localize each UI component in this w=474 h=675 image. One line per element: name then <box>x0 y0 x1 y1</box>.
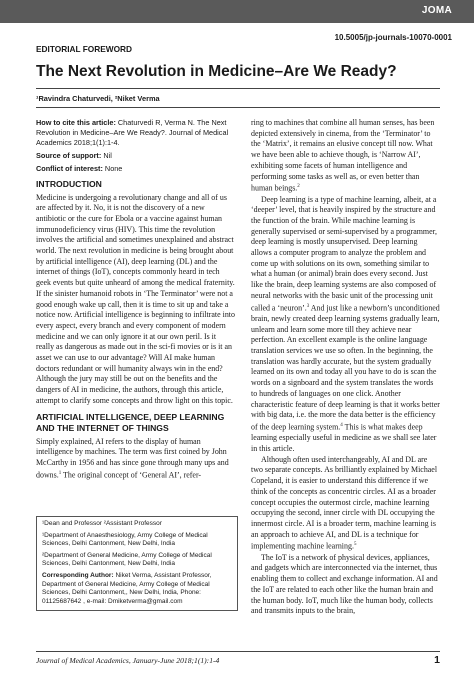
author-divider <box>36 107 440 108</box>
ai-text-cont: The original concept of ‘General AI’, refer- <box>61 470 202 480</box>
affiliation-box <box>36 516 238 611</box>
body-text: This is what makes deep learning especially useful in medicine as we shall see later in this article. <box>251 422 437 454</box>
title-divider <box>36 88 440 89</box>
right-column <box>251 118 440 617</box>
intro-paragraph: Medicine is undergoing a revolutionary change and all of us are affected by it. No, it is not the discovery of a new antibiotic or the cure for Ebola or a vaccine against human immunodeficiency virus (HIV). This time the revolution involves the artificial and sometimes unexplained and abstract world. The next revolution in medicine is being brought about by artificial intelligence (AI), deep learning (DL) and the internet of things (IoT), concepts commonly heard in tech geek events but quite unheard of among the medical fraternity. If the sinister humanoid robots in ‘The Terminator’ were not a good enough wake up call, then it is time to sit up and take a notice now. Artificial intelligence is beginning to infiltrate into every aspect, every branch and every component of modern medicine and we can only ignore it at our own peril. Is it really as dangerous as made out in the sci-fi movies or is it an asset we can use to our advantage? Will AI make human doctors redundant or will humanity always win in the end? Although the jury may still be out on the benefits and the dangers of AI in medicine, the authors, through this article, attempt to clarify some concepts and throw light on this topic. <box>36 192 235 405</box>
support-line <box>36 151 236 161</box>
journal-tag: JOMA <box>421 5 452 16</box>
doi[interactable]: 10.5005/jp-journals-10070-0001 <box>334 33 452 42</box>
left-column <box>36 118 236 481</box>
support-label: Source of support: <box>36 150 102 160</box>
corr-label: Corresponding Author: <box>42 571 114 579</box>
body-text: Deep learning is a type of machine learning, albeit, at a ‘deeper’ level, that is heavily inspired by the structure and the function of the brain. While machine learning is generally supervised or semi-supervised by a programmer, deep learning is mostly unsupervised. Deep learning allows a computer program to analyze the problem and come up with solutions on its own, something similar to what a human (or animal) brain does every second. Just like the brain, deep learning systems are also composed of neural networks with the basic unit of the processing unit called a ‘neuron’. <box>251 194 437 313</box>
citation-label: How to cite this article: <box>36 118 116 127</box>
article-title: The Next Revolution in Medicine–Are We Ready? <box>36 63 397 80</box>
support-text: Nil <box>103 150 112 160</box>
intro-heading: INTRODUCTION <box>36 178 102 189</box>
footer-divider <box>36 651 440 652</box>
conflict-line <box>36 164 236 174</box>
ai-text: Simply explained, AI refers to the display of human intelligence by machines. The term was first coined by John McCarthy in 1956 and has since gone through many ups and downs. <box>36 436 229 480</box>
author-roles: ¹Dean and Professor ²Assistant Professor <box>42 520 162 527</box>
page-number: 1 <box>434 654 440 666</box>
body-paragraph-2 <box>251 195 440 455</box>
body-paragraph-1 <box>251 118 440 195</box>
citation-ref: 3 <box>306 303 310 309</box>
body-paragraph-4: The IoT is a network of physical devices, appliances, and gadgets which are interconnected via the internet, thus enabling them to collect and exchange information. AI and the IoT are related to each other like the human brain and the human body. IoT, much like the human body, collects and transmits inputs to the brain, <box>251 552 438 616</box>
citation-ref: 5 <box>353 542 357 548</box>
corresponding-author <box>42 572 232 606</box>
footer-journal: Journal of Medical Academics, January-June 2018;1(1):1-4 <box>36 656 220 665</box>
citation-text: Chaturvedi R, Verma N. The Next Revolution in Medicine–Are We Ready?. Journal of Medical Academics 2018;1(1):1-4. <box>36 118 229 147</box>
affiliation-2: ²Department of General Medicine, Army College of Medical Sciences, Delhi Cantonment, New Delhi, India <box>42 551 212 568</box>
ai-section-heading: ARTIFICIAL INTELLIGENCE, DEEP LEARNING AND THE INTERNET OF THINGS <box>36 411 225 433</box>
ai-section-paragraph <box>36 437 236 481</box>
citation-block <box>36 118 236 148</box>
conflict-text: None <box>104 163 123 173</box>
body-text: And just like a newborn’s unconditioned brain, newly created deep learning systems gradually learn, unlearn and learn some more till they achieve near perfection. An excellent example is the online language translation services we use so often. In the beginning, the translation was hardly accurate, but the system gradually learned on its own and today all you have to do is scan the words on a signboard and the system translates the words to hundreds of languages on one click. Another characteristic feature of deep learning is that it works better with big data, i.e. the more the data better is the efficiency of the deep learning system. <box>251 303 440 432</box>
corr-text: Niket Verma, Assistant Professor, Department of General Medicine, Army College of Medical Sciences, Delhi Cantonment,, New Delhi, India, Phone: 01125687642 , e-mail: Dmiketverma@gmail.com <box>42 571 212 605</box>
section-type: EDITORIAL FOREWORD <box>36 44 133 54</box>
body-text: Although often used interchangeably, AI and DL are two separate concepts. As brilliantly explained by Michael Copeland, it is easier to understand this difference if we think of the concepts as concentric circles. AI as a broader concept occupies the outermost circle, machine learning occupying the second, inner circle with DL occupying the innermost circle. AI is a broader term, machine learning is an approach to achieve AI, and DL is a technique for implementing machine learning. <box>251 454 438 551</box>
citation-ref: 2 <box>297 184 300 190</box>
author-list: ¹Ravindra Chaturvedi, ²Niket Verma <box>36 94 160 103</box>
affiliation-1: ¹Department of Anaesthesiology, Army College of Medical Sciences, Delhi Cantonment, New Delhi, India <box>42 531 208 548</box>
body-paragraph-3 <box>251 455 440 553</box>
conflict-label: Conflict of interest: <box>36 163 103 173</box>
top-banner <box>0 0 474 23</box>
body-text: ring to machines that combine all human senses, has been depicted extensively in cinema, from the ‘Terminator’ to the ‘Matrix’, it remains an elusive concept till now. What we have been able to achieve though, is ‘Narrow AI’, exhibiting some facets of human intelligence and performing some tasks as well as, or even better than human beings. <box>251 118 435 193</box>
citation-ref: 4 <box>340 422 343 428</box>
citation-ref: 1 <box>58 470 62 476</box>
